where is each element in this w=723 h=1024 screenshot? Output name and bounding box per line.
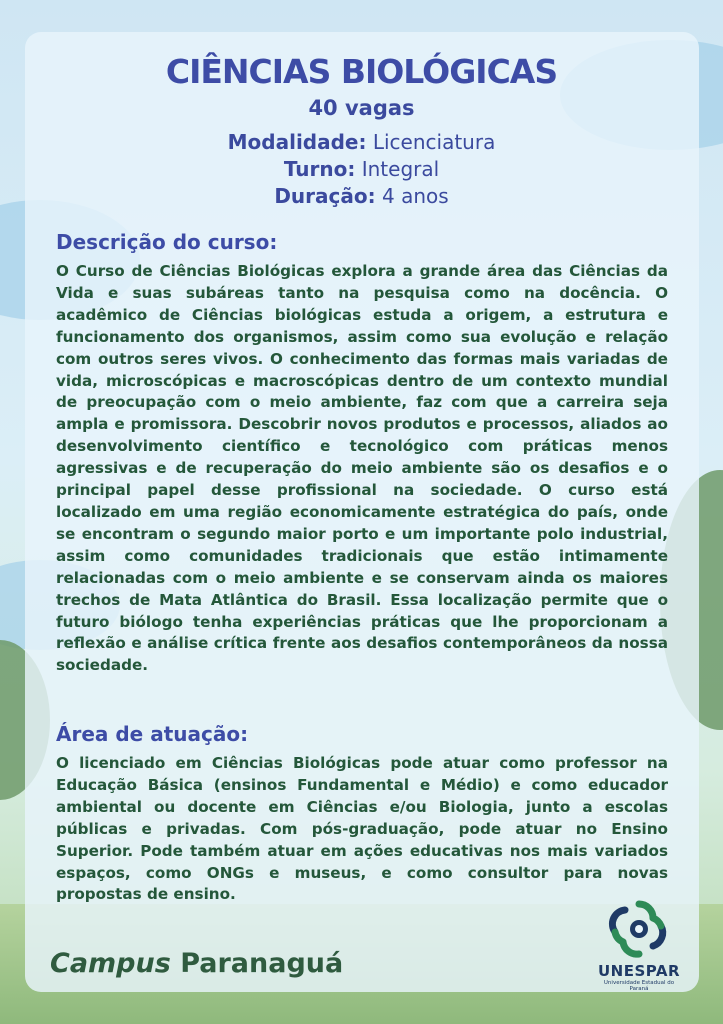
duration-line <box>0 184 723 208</box>
campus-label <box>50 948 343 979</box>
shift-line <box>0 157 723 181</box>
career-text: O licenciado em Ciências Biológicas pode atuar como professor na Educação Básica (ensinos Fundamental e Médio) e como educador ambiental ou docente em Ciências e/ou Biologia, junto a escolas públicas e privadas. Com pós-graduação, pode atuar no Ensino Superior. Pode também atuar em ações educativas nos mais variados espaços, como ONGs e museus, e como consultor para novas propostas de ensino. <box>56 754 668 904</box>
course-title: CIÊNCIAS BIOLÓGICAS <box>165 52 558 91</box>
description-text: O Curso de Ciências Biológicas explora a grande área das Ciências da Vida e suas subáreas tanto na pesquisa como na docência. O acadêmico de Ciências biológicas estuda a origem, a estrutura e funcionamento dos organismos, assim como sua evolução e relação com outros seres vivos. O conhecimento das formas mais variadas de vida, microscópicas e macroscópicas dentro de um contexto mundial de preocupação com o meio ambiente, faz com que a carreira seja ampla e promissora. Descobrir novos produtos e processos, aliados ao desenvolvimento científico e tecnológico com práticas menos agressivas e de recuperação do meio ambiente são os desafios e o principal papel desse profissional na sociedade. O curso está localizado em uma região economicamente estratégica do país, onde se encontram o segundo maior porto e um importante polo industrial, assim como comunidades tradicionais que estão intimamente relacionadas com o meio ambiente e se conservam ainda os maiores trechos de Mata Atlântica do Brasil. Essa localização permite que o futuro biólogo tenha experiências práticas que lhe proporcionam a reflexão e análise crítica frente aos desafios contemporâneos da nossa sociedade. <box>56 262 668 675</box>
unespar-emblem-icon <box>603 898 675 960</box>
description-heading: Descrição do curso: <box>56 230 278 254</box>
duration-label: Duração: <box>274 184 376 208</box>
shift-value: Integral <box>361 157 440 181</box>
career-heading: Área de atuação: <box>56 722 249 746</box>
shift-label: Turno: <box>283 157 356 181</box>
duration-value: 4 anos <box>381 184 449 208</box>
modality-label: Modalidade: <box>227 130 367 154</box>
modality-line <box>0 130 723 154</box>
logo-subtitle: Universidade Estadual do Paraná <box>603 980 675 992</box>
modality-value: Licenciatura <box>372 130 496 154</box>
unespar-logo <box>594 898 684 994</box>
campus-name: Paranaguá <box>180 948 344 979</box>
logo-name: UNESPAR <box>597 962 681 980</box>
campus-word: Campus <box>50 948 171 979</box>
vacancies-count: 40 vagas <box>308 96 415 120</box>
